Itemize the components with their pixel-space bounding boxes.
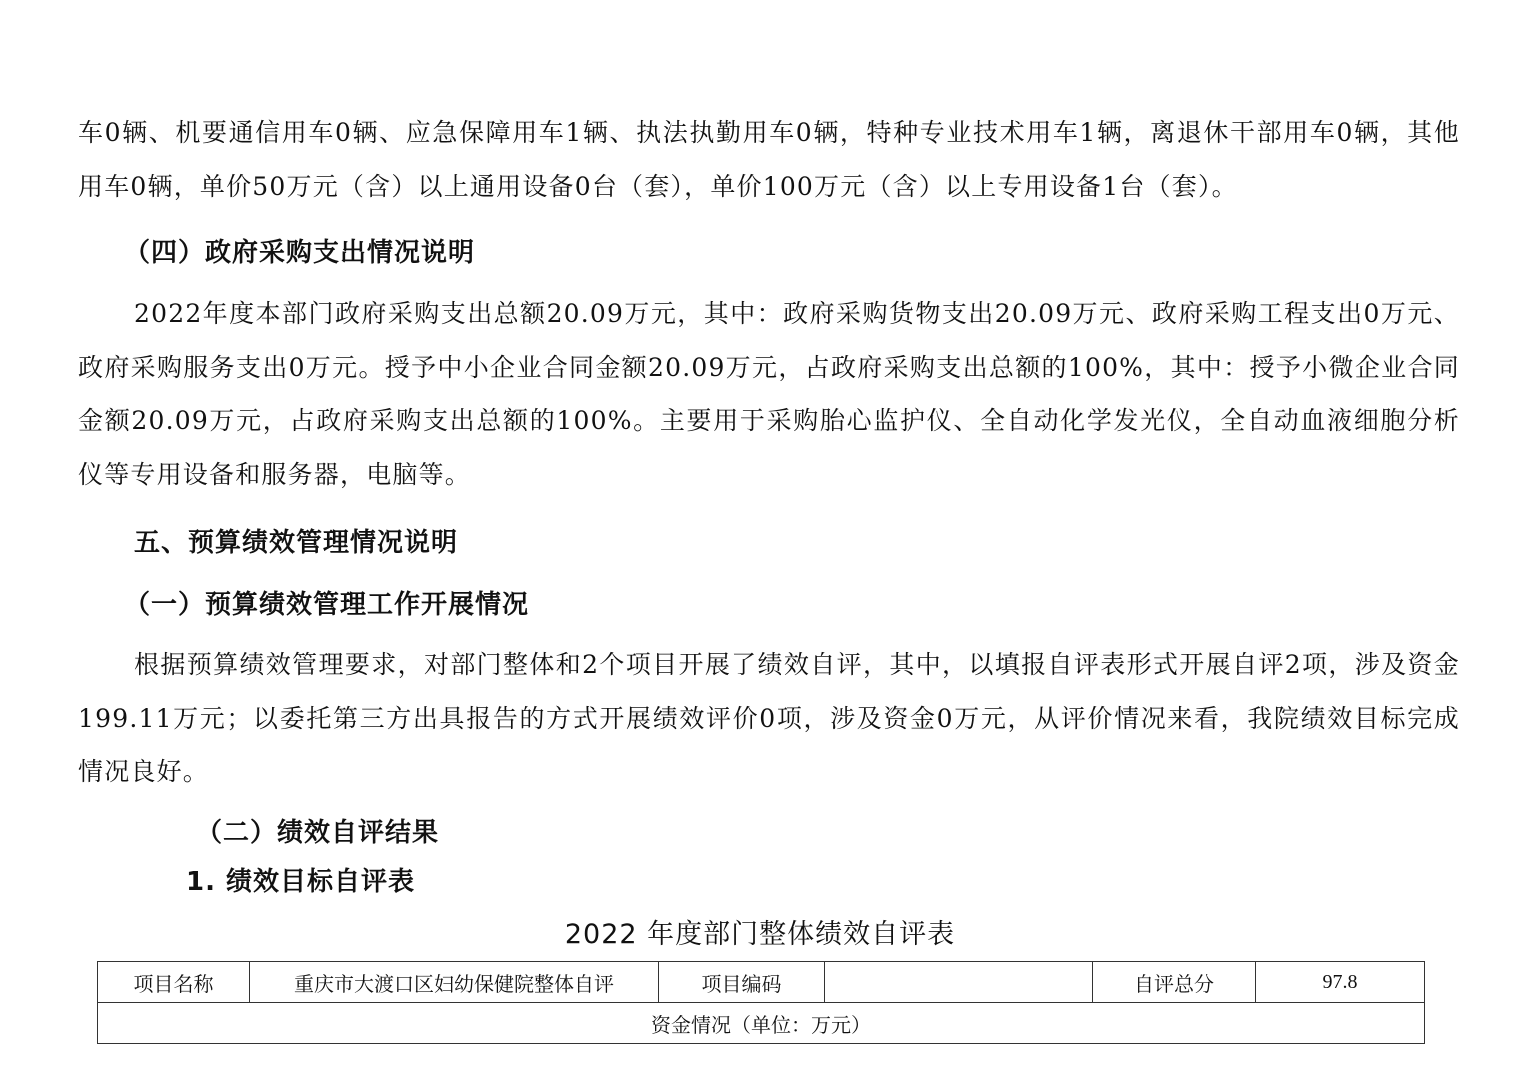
self-evaluation-table	[97, 961, 1425, 1044]
paragraph-procurement: 2022年度本部门政府采购支出总额20.09万元，其中：政府采购货物支出20.09万元、政府采购工程支出0万元、政府采购服务支出0万元。授予中小企业合同金额20.09万元，占政府采购支出总额的100%，其中：授予小微企业合同金额20.09万元，占政府采购支出总额的100%。主要用于采购胎心监护仪、全自动化学发光仪，全自动血液细胞分析仪等专用设备和服务器，电脑等。	[78, 299, 1460, 489]
table-row	[98, 1003, 1425, 1044]
project-name-label: 项目名称	[98, 962, 250, 1003]
paragraph-performance: 根据预算绩效管理要求，对部门整体和2个项目开展了绩效自评，其中，以填报自评表形式开展自评2项，涉及资金199.11万元；以委托第三方出具报告的方式开展绩效评价0项，涉及资金0万元，从评价情况来看，我院绩效目标完成情况良好。	[78, 650, 1460, 786]
table-row	[98, 962, 1425, 1003]
funding-section-header: 资金情况（单位：万元）	[98, 1003, 1425, 1044]
project-code-value	[825, 962, 1093, 1003]
project-name-value: 重庆市大渡口区妇幼保健院整体自评	[250, 962, 659, 1003]
project-code-label: 项目编码	[659, 962, 825, 1003]
heading-self-eval-results: （二）绩效自评结果	[196, 818, 440, 848]
total-score-label: 自评总分	[1093, 962, 1256, 1003]
heading-procurement: （四）政府采购支出情况说明	[124, 238, 476, 268]
heading-goal-table: 1. 绩效目标自评表	[186, 867, 416, 897]
table-title: 2022 年度部门整体绩效自评表	[564, 919, 956, 950]
total-score-value: 97.8	[1256, 962, 1425, 1003]
paragraph-vehicles: 车0辆、机要通信用车0辆、应急保障用车1辆、执法执勤用车0辆，特种专业技术用车1辆，离退休干部用车0辆，其他用车0辆，单价50万元（含）以上通用设备0台（套），单价100万元（含）以上专用设备1台（套）。	[78, 118, 1460, 201]
heading-performance-work: （一）预算绩效管理工作开展情况	[124, 590, 530, 620]
heading-section-5: 五、预算绩效管理情况说明	[134, 528, 459, 558]
